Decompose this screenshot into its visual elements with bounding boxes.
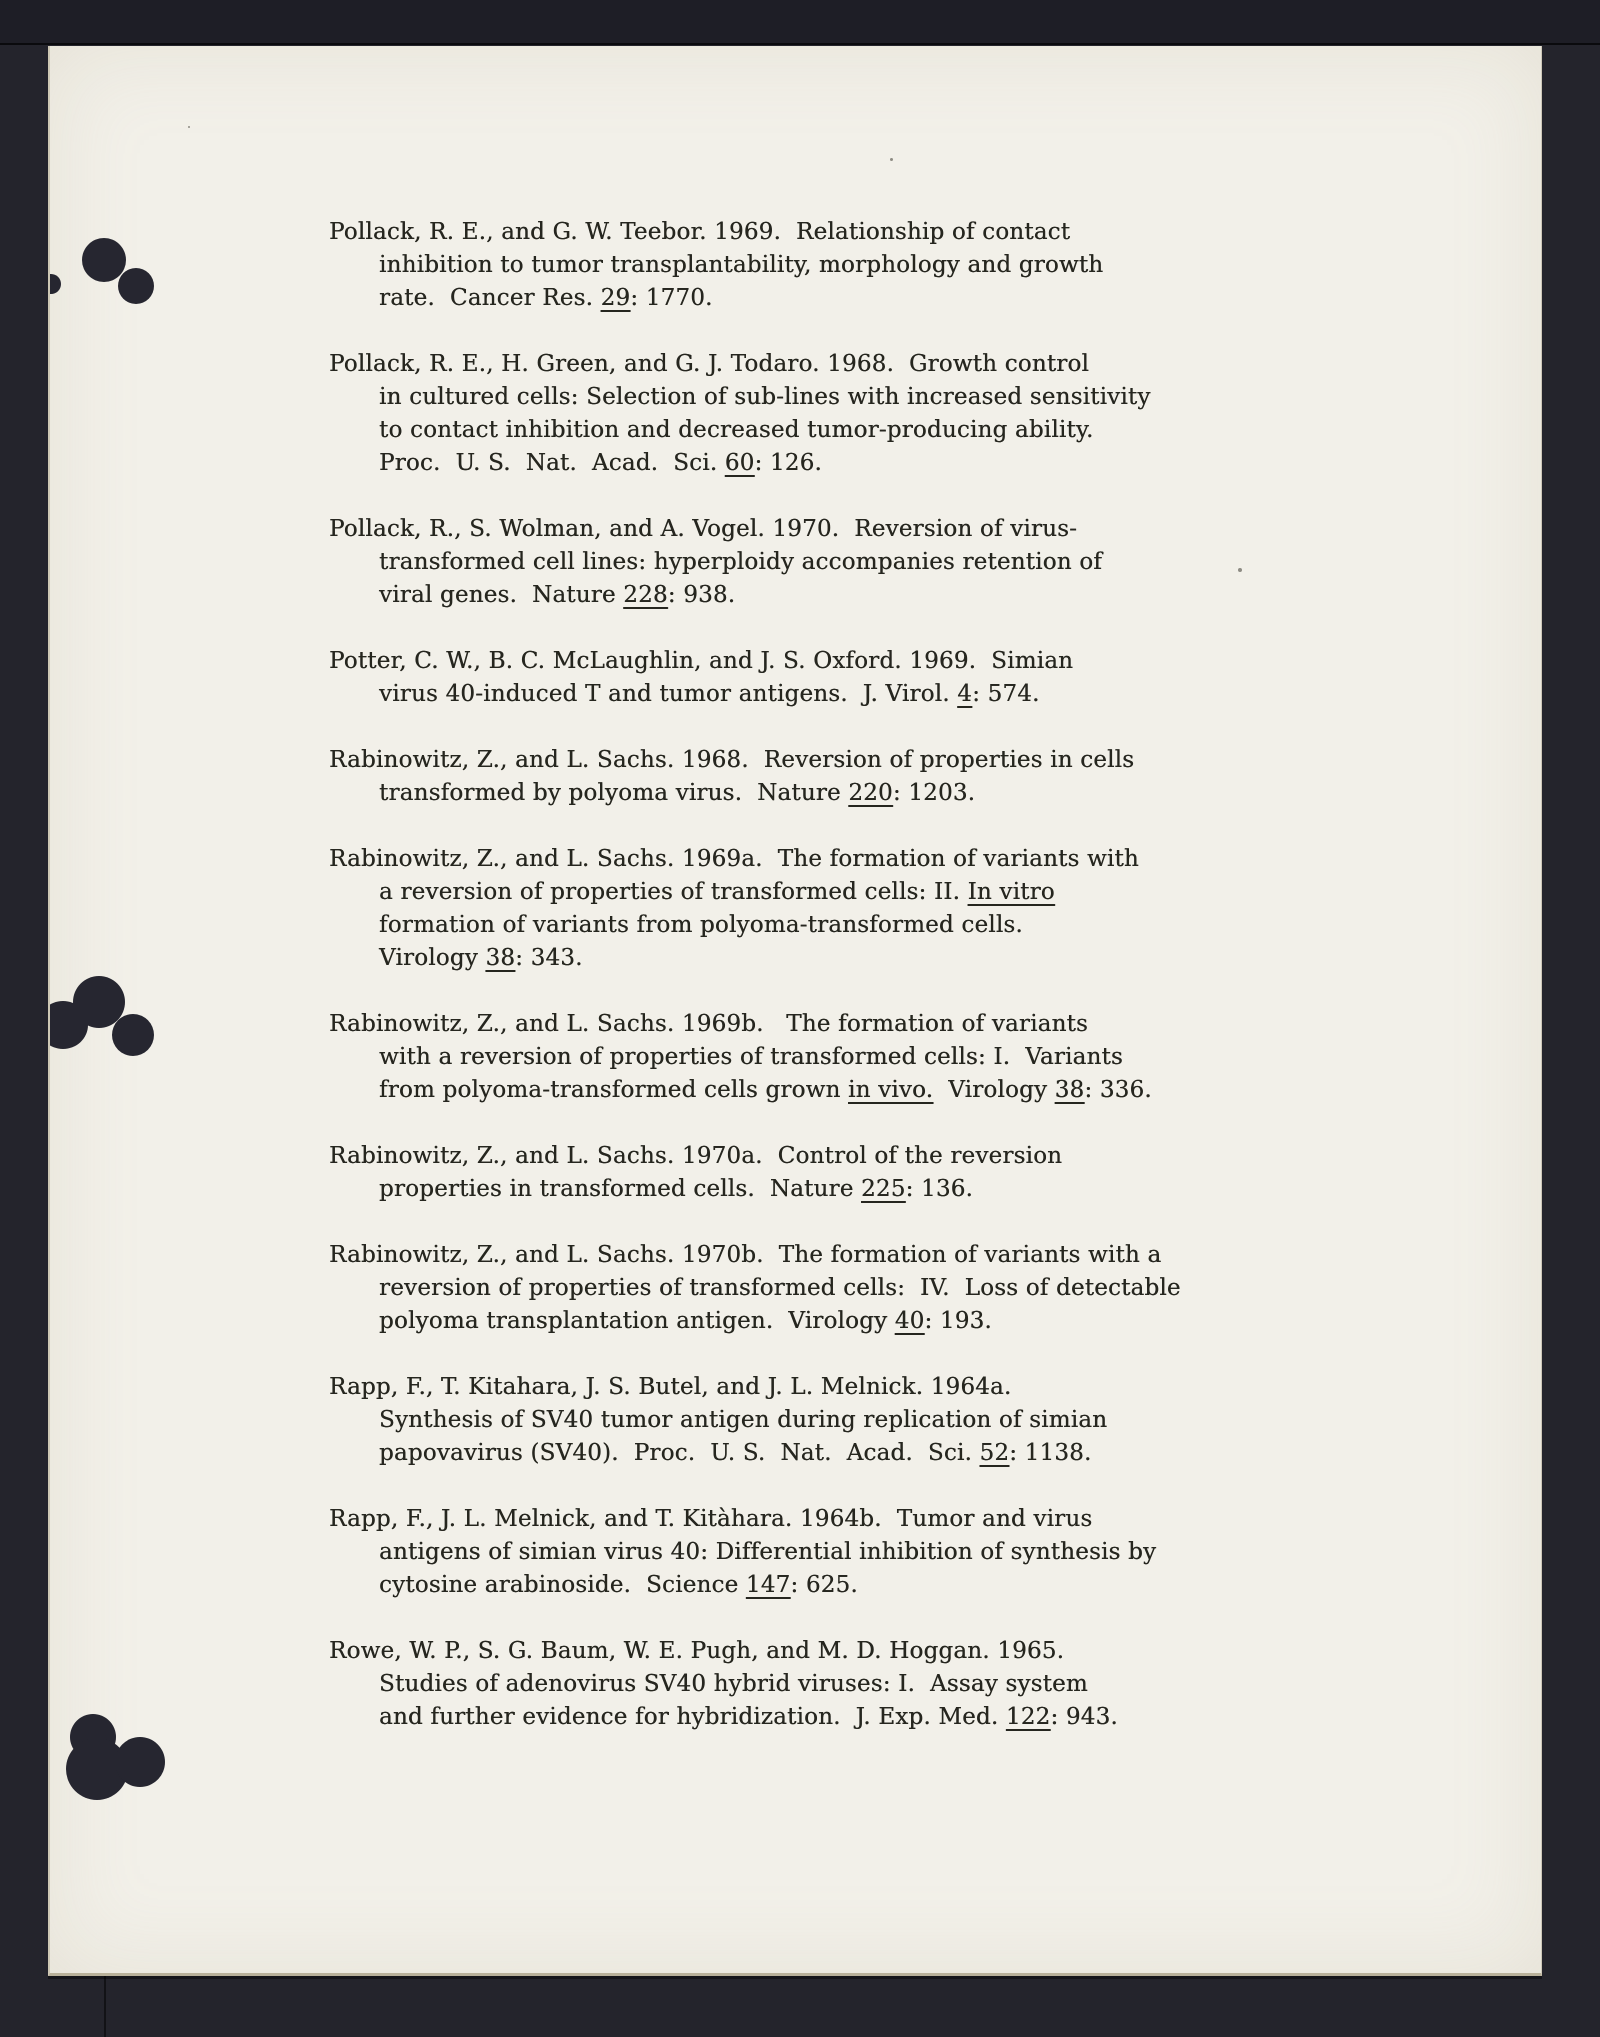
underlined-text: 40	[894, 1308, 925, 1334]
text-segment: Rabinowitz, Z., and L. Sachs. 1969a. The formation of variants with	[329, 846, 1139, 872]
reference-line	[379, 1701, 1181, 1734]
text-segment: Virology	[379, 945, 486, 971]
text-segment: Rabinowitz, Z., and L. Sachs. 1969b. The formation of variants	[329, 1011, 1088, 1037]
text-segment: reversion of properties of transformed cells: IV. Loss of detectable	[379, 1275, 1181, 1301]
text-segment: properties in transformed cells. Nature	[379, 1176, 862, 1202]
reference-line	[329, 216, 1181, 249]
text-segment: cytosine arabinoside. Science	[379, 1572, 746, 1598]
text-segment: Studies of adenovirus SV40 hybrid viruses: I. Assay system	[379, 1671, 1088, 1697]
underlined-text: 220	[848, 780, 893, 806]
text-segment: rate. Cancer Res.	[379, 285, 601, 311]
text-segment: polyoma transplantation antigen. Virology	[379, 1308, 895, 1334]
reference-line	[329, 1635, 1181, 1668]
text-segment: viral genes. Nature	[379, 582, 624, 608]
paper-speck	[188, 126, 190, 128]
reference-line	[379, 942, 1181, 975]
ink-blot	[118, 268, 154, 304]
text-segment: Virology	[933, 1077, 1055, 1103]
reference-entry	[329, 645, 1181, 711]
underlined-text: 38	[485, 945, 516, 971]
reference-line	[379, 777, 1181, 810]
reference-line	[329, 1239, 1181, 1272]
reference-line	[379, 447, 1181, 480]
underlined-text: 147	[745, 1572, 791, 1598]
text-segment: formation of variants from polyoma-transformed cells.	[379, 912, 1023, 938]
underlined-text: 228	[623, 582, 668, 608]
reference-line	[379, 678, 1181, 711]
reference-line	[379, 909, 1181, 942]
reference-entry	[329, 1503, 1181, 1602]
underlined-text: 122	[1005, 1704, 1051, 1730]
text-segment: : 943.	[1050, 1704, 1118, 1730]
paper-speck	[1238, 568, 1242, 572]
reference-line	[329, 1371, 1181, 1404]
text-segment: Proc. U. S. Nat. Acad. Sci.	[379, 450, 725, 476]
underlined-text: In vitro	[967, 879, 1055, 905]
text-segment: Rapp, F., J. L. Melnick, and T. Kitàhara. 1964b. Tumor and virus	[329, 1506, 1093, 1532]
text-segment: and further evidence for hybridization. J. Exp. Med.	[379, 1704, 1006, 1730]
text-segment: : 1203.	[892, 780, 976, 806]
reference-line	[379, 876, 1181, 909]
reference-line	[379, 1074, 1181, 1107]
text-segment: papovavirus (SV40). Proc. U. S. Nat. Acad. Sci.	[379, 1440, 980, 1466]
text-segment: Pollack, R. E., and G. W. Teebor. 1969. Relationship of contact	[329, 219, 1071, 245]
reference-entry	[329, 1140, 1181, 1206]
text-segment: : 193.	[924, 1308, 992, 1334]
text-segment: in cultured cells: Selection of sub-lines with increased sensitivity	[379, 384, 1151, 410]
text-segment: : 343.	[515, 945, 583, 971]
ink-blot	[82, 238, 126, 282]
reference-entry	[329, 1371, 1181, 1470]
text-segment: Rabinowitz, Z., and L. Sachs. 1968. Reversion of properties in cells	[329, 747, 1135, 773]
reference-line	[379, 1536, 1181, 1569]
text-segment: : 574.	[972, 681, 1040, 707]
reference-line	[379, 1437, 1181, 1470]
reference-line	[329, 1503, 1181, 1536]
reference-entry	[329, 216, 1181, 315]
reference-line	[329, 348, 1181, 381]
text-segment: inhibition to tumor transplantability, morphology and growth	[379, 252, 1104, 278]
reference-line	[329, 1140, 1181, 1173]
text-segment: Synthesis of SV40 tumor antigen during replication of simian	[379, 1407, 1108, 1433]
ink-blot	[48, 274, 61, 294]
reference-line	[379, 249, 1181, 282]
mat-seam	[104, 1972, 106, 2037]
reference-line	[379, 546, 1181, 579]
underlined-text: 4	[957, 681, 973, 707]
reference-line	[379, 1173, 1181, 1206]
mat-top-band	[0, 0, 1600, 45]
underlined-text: 38	[1054, 1077, 1085, 1103]
text-segment: with a reversion of properties of transformed cells: I. Variants	[379, 1044, 1123, 1070]
reference-entry	[329, 1008, 1181, 1107]
reference-entry	[329, 1635, 1181, 1734]
text-segment: Pollack, R., S. Wolman, and A. Vogel. 1970. Reversion of virus-	[329, 516, 1078, 542]
text-segment: : 1138.	[1009, 1440, 1092, 1466]
reference-line	[329, 645, 1181, 678]
reference-line	[379, 1668, 1181, 1701]
reference-line	[379, 282, 1181, 315]
reference-line	[379, 1404, 1181, 1437]
reference-line	[379, 1569, 1181, 1602]
text-segment: : 126.	[754, 450, 822, 476]
reference-line	[379, 414, 1181, 447]
reference-line	[329, 513, 1181, 546]
text-segment: virus 40-induced T and tumor antigens. J. Virol.	[379, 681, 958, 707]
reference-line	[379, 579, 1181, 612]
text-segment: transformed cell lines: hyperploidy accompanies retention of	[379, 549, 1103, 575]
text-segment: to contact inhibition and decreased tumor-producing ability.	[379, 417, 1094, 443]
text-segment: Rapp, F., T. Kitahara, J. S. Butel, and J. L. Melnick. 1964a.	[329, 1374, 1012, 1400]
text-segment: : 938.	[667, 582, 736, 608]
underlined-text: 225	[861, 1176, 906, 1202]
reference-line	[329, 744, 1181, 777]
text-segment: antigens of simian virus 40: Differential inhibition of synthesis by	[379, 1539, 1157, 1565]
references-list	[329, 46, 1181, 1767]
reference-entry	[329, 348, 1181, 480]
document-page	[48, 46, 1542, 1976]
reference-line	[379, 381, 1181, 414]
text-segment: a reversion of properties of transformed cells: II.	[379, 879, 968, 905]
text-segment: Potter, C. W., B. C. McLaughlin, and J. S. Oxford. 1969. Simian	[329, 648, 1074, 674]
reference-line	[329, 843, 1181, 876]
underlined-text: 29	[600, 285, 631, 311]
text-segment: : 136.	[905, 1176, 974, 1202]
reference-line	[379, 1305, 1181, 1338]
ink-blot	[115, 1737, 165, 1787]
reference-line	[379, 1041, 1181, 1074]
reference-line	[329, 1008, 1181, 1041]
text-segment: from polyoma-transformed cells grown	[379, 1077, 849, 1103]
text-segment: : 625.	[790, 1572, 858, 1598]
reference-line	[379, 1272, 1181, 1305]
underlined-text: 52	[979, 1440, 1010, 1466]
text-segment: transformed by polyoma virus. Nature	[379, 780, 849, 806]
reference-entry	[329, 1239, 1181, 1338]
underlined-text: 60	[724, 450, 755, 476]
text-segment: Rowe, W. P., S. G. Baum, W. E. Pugh, and M. D. Hoggan. 1965.	[329, 1638, 1065, 1664]
reference-entry	[329, 744, 1181, 810]
underlined-text: in vivo.	[848, 1077, 934, 1103]
text-segment: : 1770.	[630, 285, 713, 311]
ink-blot	[112, 1014, 154, 1056]
text-segment: : 336.	[1084, 1077, 1152, 1103]
text-segment: Rabinowitz, Z., and L. Sachs. 1970b. The formation of variants with a	[329, 1242, 1162, 1268]
reference-entry	[329, 513, 1181, 612]
reference-entry	[329, 843, 1181, 975]
text-segment: Rabinowitz, Z., and L. Sachs. 1970a. Control of the reversion	[329, 1143, 1063, 1169]
text-segment: Pollack, R. E., H. Green, and G. J. Todaro. 1968. Growth control	[329, 351, 1090, 377]
